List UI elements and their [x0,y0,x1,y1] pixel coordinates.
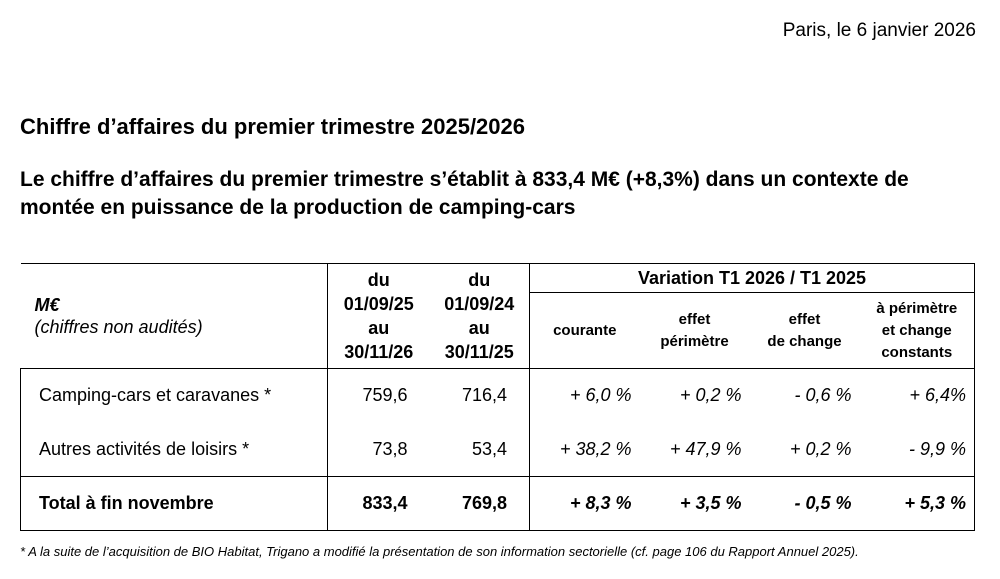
row-courante: + 8,3 % [530,477,640,531]
period-previous-header [430,264,530,369]
table-row [21,369,975,423]
table-row [21,423,975,477]
period-previous-line: du [468,270,491,290]
col-constants-header [860,293,975,369]
col-header-line: effet [788,310,821,328]
row-perimetre: + 3,5 % [640,477,750,531]
row-previous-value: 716,4 [430,369,530,423]
dateline: Paris, le 6 janvier 2026 [782,20,976,41]
period-previous-line: 01/09/24 [444,294,515,314]
unit-label: M€ [34,295,60,315]
row-current-value: 833,4 [328,477,430,531]
footnote: * A la suite de l’acquisition de BIO Habitat, Trigano a modifié la présentation de son information sectorielle (cf. page 106 du Rapport Annuel 2025). [20,544,859,559]
row-change: - 0,6 % [750,369,860,423]
row-current-value: 759,6 [328,369,430,423]
period-current-line: au [368,318,390,338]
row-current-value: 73,8 [328,423,430,477]
table-row-total [21,477,975,531]
col-perimetre-header [640,293,750,369]
page-title: Chiffre d’affaires du premier trimestre 2025/2026 [20,114,526,139]
period-previous-line: au [468,318,490,338]
period-current-line: 30/11/26 [344,342,414,362]
row-courante: + 38,2 % [530,423,640,477]
row-constants: - 9,9 % [860,423,975,477]
page-subtitle: Le chiffre d’affaires du premier trimestre s’établit à 833,4 M€ (+8,3%) dans un contexte de montée en puissance de la production de camping-cars [20,168,909,219]
col-header-line: de change [767,332,842,350]
col-header-line: effet [678,310,711,328]
row-label: Autres activités de loisirs * [21,423,328,477]
row-constants: + 5,3 % [860,477,975,531]
row-previous-value: 53,4 [471,438,507,459]
row-constants: + 6,4% [860,369,975,423]
period-current-header [328,264,430,369]
row-perimetre: + 0,2 % [640,369,750,423]
unit-header-cell [21,264,328,369]
row-change: + 0,2 % [789,438,852,459]
variation-header: Variation T1 2026 / T1 2025 [530,264,975,293]
period-previous-line: 30/11/25 [444,342,514,362]
col-header-line: constants [881,343,953,361]
revenue-table [20,263,975,531]
row-courante: + 6,0 % [530,369,640,423]
row-label: Camping-cars et caravanes * [21,369,328,423]
col-header-line: et change [881,321,952,339]
col-change-header [750,293,860,369]
col-header-line: courante [553,321,617,339]
row-label: Total à fin novembre [21,477,328,531]
col-header-line: à périmètre [876,299,958,317]
row-previous-value: 769,8 [430,477,530,531]
row-change: - 0,5 % [750,477,860,531]
period-current-line: 01/09/25 [343,294,414,314]
col-courante-header [530,293,640,369]
row-perimetre: + 47,9 % [669,438,742,459]
unit-note: (chiffres non audités) [34,317,203,337]
period-current-line: du [367,270,390,290]
col-header-line: périmètre [660,332,729,350]
